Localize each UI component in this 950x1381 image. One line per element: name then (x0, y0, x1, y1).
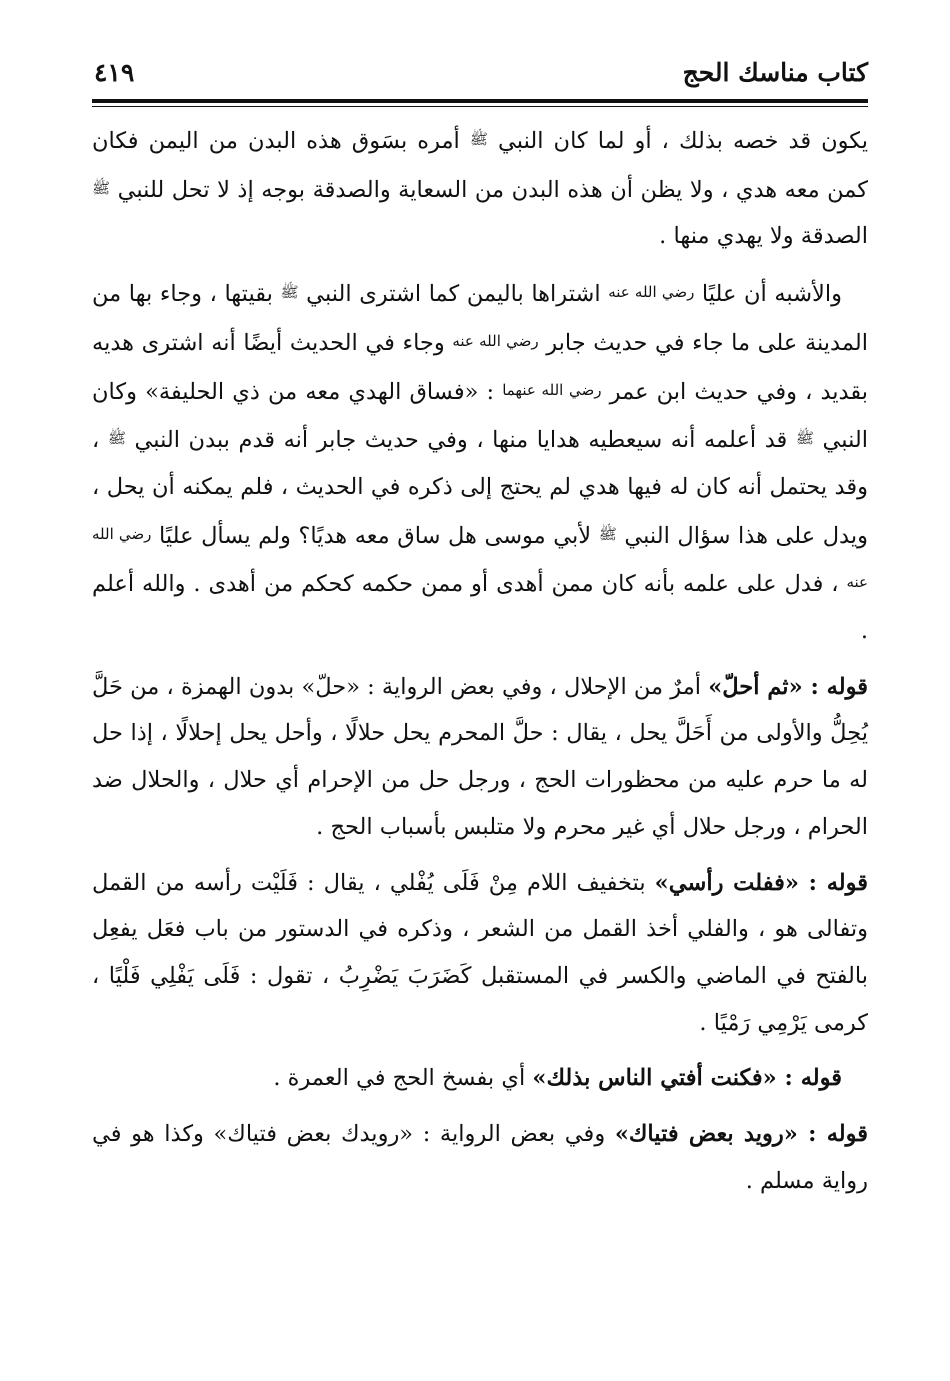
text-run: أمرٌ من الإحلال ، وفي بعض الرواية : «حلّ» بدون الهمزة ، من حَلَّ يُحِلُّ والأولى من أَحَلَّ يحل ، يقال : حلَّ المحرم يحل حلالًا ، وأحل يحل إحلالًا ، إذا حل له ما حرم عليه من محظورات الحج ، ورجل حل من الإحرام أي حلال ، والحلال ضد الحرام ، ورجل حلال أي غير محرم ولا متلبس بأسباب الحج . (92, 673, 868, 840)
text-run: اشتراها باليمن كما اشترى النبي (298, 281, 609, 308)
entry-lead-phrase: قوله : «ثم أحلّ» (708, 673, 868, 700)
paragraph (92, 664, 868, 851)
text-run: ، فدل على علمه بأنه كان ممن أهدى أو ممن حكمه كحكم من أهدى . والله أعلم . (92, 571, 868, 645)
honorific-glyph: رضي الله عنهما (502, 380, 602, 399)
entry-lead-phrase: قوله : «فكنت أفتي الناس بذلك» (532, 1065, 842, 1092)
text-run: بقيتها ، وجاء بها من المدينة على ما جاء في حديث جابر (92, 281, 868, 356)
paragraph (92, 116, 868, 260)
honorific-glyph: ﷺ (280, 283, 299, 302)
page-header (92, 52, 868, 96)
honorific-glyph: ﷺ (107, 429, 126, 448)
honorific-glyph: رضي الله عنه (452, 331, 539, 350)
text-run: وجاء في الحديث أيضًا أنه اشترى هديه بقديد ، وفي حديث ابن عمر (92, 329, 868, 405)
page-number: ٤١٩ (94, 58, 135, 87)
body-text (92, 116, 868, 1204)
honorific-glyph: ﷺ (795, 429, 814, 448)
header-rule-thick (92, 99, 868, 103)
honorific-glyph: ﷺ (469, 130, 488, 148)
paragraph (92, 269, 868, 655)
text-run: أمره بسَوق هذه البدن من اليمن فكان كمن معه هدي ، ولا يظن أن هذه البدن من السعاية والصدقة بوجه إذ لا تحل للنبي (92, 128, 868, 203)
entry-lead-phrase: قوله : «ففلت رأسي» (654, 869, 868, 896)
entry-lead-phrase: قوله : «رويد بعض فتياك» (614, 1121, 868, 1148)
honorific-glyph: ﷺ (598, 524, 617, 543)
text-run: لأبي موسى هل ساق معه هديًا؟ ولم يسأل عليًا (151, 522, 599, 549)
text-run: ، وقد يحتمل أنه كان له فيها هدي لم يحتج إلى ذكره في الحديث ، فلم يمكنه أن يحل ، ويدل على هذا سؤال النبي (92, 427, 868, 549)
text-run: الصدقة ولا يهدي منها . (659, 223, 868, 250)
paragraph (92, 1055, 868, 1102)
honorific-glyph: رضي الله عنه (608, 283, 695, 302)
honorific-glyph: ﷺ (92, 178, 111, 197)
running-title: كتاب مناسك الحج (682, 58, 868, 87)
text-run: قد أعلمه أنه سيعطيه هدايا منها ، وفي حديث جابر أنه قدم ببدن النبي (125, 427, 796, 454)
text-run: يكون قد خصه بذلك ، أو لما كان النبي (487, 128, 868, 154)
paragraph (92, 1111, 868, 1204)
text-run: وفي بعض الرواية : «رويدك بعض فتياك» وكذا هو في رواية مسلم . (92, 1121, 868, 1194)
text-run: والأشبه أن عليًا (694, 281, 843, 308)
header-rule-thin (92, 106, 868, 107)
honorific-glyph: رضي الله عنه (92, 524, 868, 592)
text-run: بتخفيف اللام مِنْ فَلَى يُفْلي ، يقال : فَلَيْت رأسه من القمل وتفالى هو ، والفلي أخذ القمل من الشعر ، وذكره في الدستور من باب فعَل يفعِل بالفتح في الماضي والكسر في المستقبل كَضَرَبَ يَضْرِبُ ، تقول : فَلَى يَفْلِي فَلْيًا ، كرمى يَرْمِي رَمْيًا . (92, 869, 868, 1036)
text-run: أي بفسخ الحج في العمرة . (273, 1065, 533, 1092)
text-run: : «فساق الهدي معه من ذي الحليفة» وكان النبي (92, 378, 868, 454)
paragraph (92, 860, 868, 1047)
